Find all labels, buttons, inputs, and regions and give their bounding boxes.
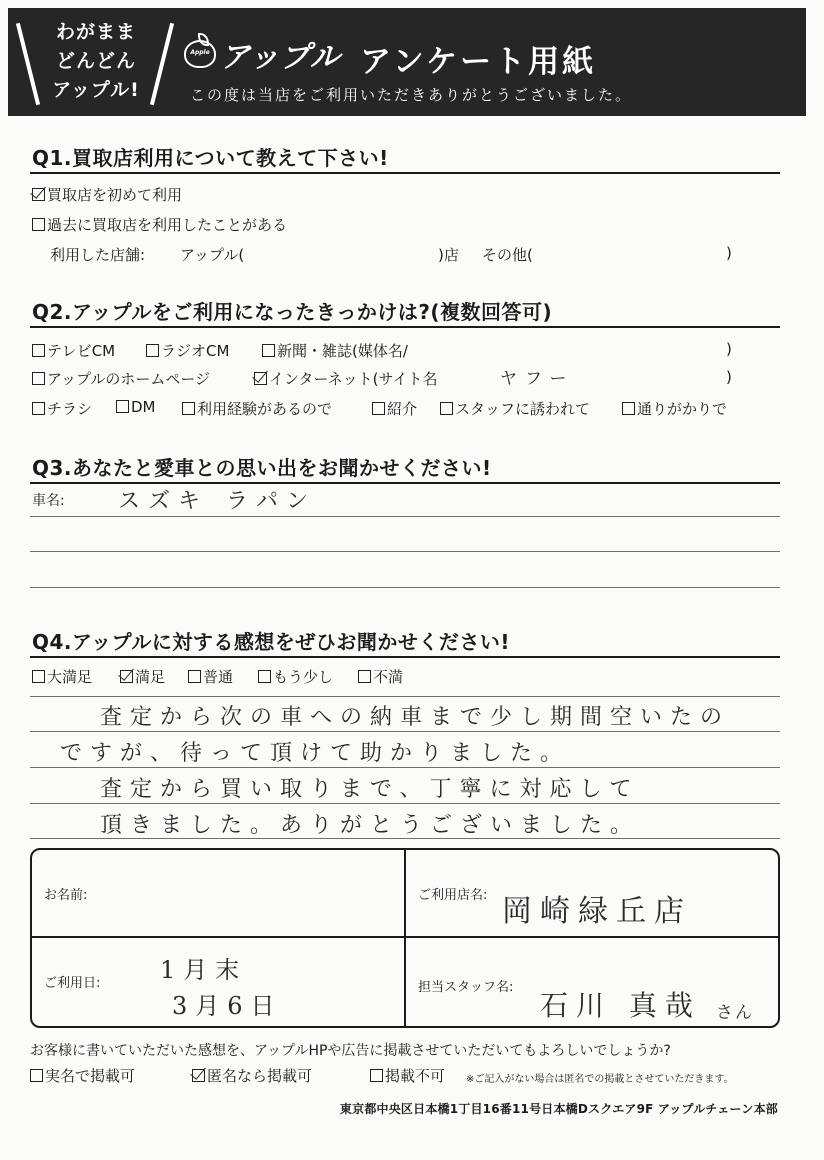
page-title: アンケート用紙 [360,44,597,80]
site-name-handwritten: ヤフー [500,369,575,389]
publish-option-anonymous[interactable] [192,1065,312,1086]
option-label: 過去に買取店を利用したことがある [47,216,288,234]
other-label: その他( [482,246,533,264]
q3-title: Q3.あなたと愛車との思い出をお聞かせください! [32,456,492,480]
write-line [30,696,780,697]
q4-option-average[interactable] [188,666,233,687]
car-name-label: 車名: [32,493,65,509]
write-line [30,587,780,588]
write-line [30,516,780,517]
checkbox[interactable] [258,670,271,683]
table-divider-horizontal [32,936,778,938]
slogan-line-1: わがまま [55,21,136,43]
date-value-2: 3月6日 [172,992,283,1020]
q4-title: Q4.アップルに対する感想をぜひお聞かせください! [32,630,510,654]
q2-option-experience[interactable] [182,398,332,419]
comment-line-2: ですが、待って頂けて助かりました。 [60,741,571,766]
option-label: 利用経験があるので [197,400,333,418]
q4-option-dissatisfied[interactable] [358,666,403,687]
write-line [30,551,780,552]
q2-option-tv[interactable] [32,340,115,361]
checkbox[interactable] [146,344,159,357]
comment-line-4: 頂きました。ありがとうございました。 [100,813,641,838]
q1-option-first-time[interactable] [32,184,182,205]
option-label: 満足 [135,668,166,686]
staff-name-label: 担当スタッフ名: [418,980,514,995]
write-line [30,767,780,768]
q1-option-used-before[interactable] [32,214,287,235]
q2-rule [30,326,780,328]
option-label: 不満 [373,668,404,686]
write-line [30,803,780,804]
option-label: 買取店を初めて利用 [47,186,183,204]
q2-option-radio[interactable] [146,340,229,361]
q2-option-staff[interactable] [440,398,590,419]
checkbox[interactable] [358,670,371,683]
footer-address: 東京都中央区日本橋1丁目16番11号日本橋Dスクエア9F アップルチェーン本部 [339,1102,778,1116]
checkbox[interactable] [372,402,385,415]
other-close: ) [726,244,732,262]
q2-title: Q2.アップルをご利用になったきっかけは?(複数回答可) [32,300,553,324]
q2-option-newspaper[interactable] [262,340,408,361]
option-label: 実名で掲載可 [45,1067,136,1085]
close-paren: ) [726,368,732,386]
q2-option-dm[interactable] [116,398,156,416]
option-label: 新聞・雑誌(媒体名/ [277,342,408,360]
checkbox[interactable] [262,344,275,357]
apple-logo-icon [184,40,216,68]
slogan [46,18,146,105]
q4-option-needs-improvement[interactable] [258,666,333,687]
checkbox[interactable] [32,402,45,415]
q1-title: Q1.買取店利用について教えて下さい! [32,146,389,170]
q4-option-very-satisfied[interactable] [32,666,92,687]
checkbox[interactable] [30,1069,43,1082]
car-maker-handwritten: スズキ [118,489,209,514]
checkbox[interactable] [32,344,45,357]
slash-decoration-left [16,23,40,105]
slash-decoration-right [150,23,174,105]
logo-badge-text: Apple [190,49,210,56]
checkbox[interactable] [370,1069,383,1082]
option-label: ラジオCM [161,342,230,360]
name-label: お名前: [44,888,88,903]
checkbox[interactable] [32,218,45,231]
close-paren: ) [726,340,732,358]
option-label: テレビCM [47,342,116,360]
store-name-value: 岡崎緑丘店 [502,894,692,929]
checkbox[interactable] [622,402,635,415]
checkbox[interactable] [182,402,195,415]
checkbox[interactable] [116,400,129,413]
q2-option-flyer[interactable] [32,398,92,419]
q2-option-passing-by[interactable] [622,398,727,419]
checkbox-checked[interactable] [32,188,45,201]
option-label: 通りがかりで [637,400,728,418]
checkbox[interactable] [188,670,201,683]
option-label: スタッフに誘われて [455,400,591,418]
q2-option-referral[interactable] [372,398,417,419]
date-label: ご利用日: [44,976,101,991]
write-line [30,731,780,732]
checkbox-checked[interactable] [254,372,267,385]
table-divider-vertical [404,850,406,1026]
checkbox[interactable] [32,372,45,385]
store-suffix: )店 [438,246,459,264]
store-name-label: ご利用店名: [418,888,488,903]
header-banner [8,8,806,116]
q2-option-homepage[interactable] [32,368,210,389]
checkbox-checked[interactable] [192,1069,205,1082]
checkbox[interactable] [32,670,45,683]
slogan-line-2: どんどん [55,50,136,72]
checkbox[interactable] [440,402,453,415]
page-subtitle: この度は当店をご利用いただきありがとうございました。 [190,86,633,104]
car-model-handwritten: ラパン [226,489,317,514]
publish-option-not-allowed[interactable] [370,1065,445,1086]
slogan-line-3: アップル! [52,79,140,101]
option-label: 大満足 [47,668,93,686]
staff-name-value: 石川 真哉 [540,989,701,1022]
option-label: 匿名なら掲載可 [207,1067,313,1085]
publish-option-real-name[interactable] [30,1065,135,1086]
option-label: もう少し [273,668,334,686]
customer-info-table [30,848,780,1028]
publish-note: ※ご記入がない場合は匿名での掲載とさせていただきます。 [466,1074,734,1085]
q1-rule [30,172,780,174]
q4-option-satisfied[interactable] [120,666,165,687]
option-label: 紹介 [387,400,418,418]
option-label: インターネット(サイト名 [269,370,438,388]
brand-logo: アップル [220,40,341,75]
q4-rule [30,656,780,658]
comment-line-3: 査定から買い取りまで、丁寧に対応して [100,777,640,802]
store-label: 利用した店舗: [50,246,146,264]
q2-option-internet[interactable] [254,368,437,389]
checkbox-checked[interactable] [120,670,133,683]
option-label: アップルのホームページ [47,370,211,388]
option-label: 普通 [203,668,234,686]
option-label: 掲載不可 [385,1067,446,1085]
store-prefix: アップル( [180,246,245,264]
date-value-1: 1月末 [160,956,248,984]
staff-suffix: さん [716,1003,754,1023]
option-label: DM [131,398,156,416]
leaf-icon [198,33,209,46]
publish-question: お客様に書いていただいた感想を、アップルHPや広告に掲載させていただいてもよろしいでしょうか? [30,1043,671,1059]
comment-line-1: 査定から次の車への納車まで少し期間空いたの [100,705,731,730]
option-label: チラシ [47,400,93,418]
